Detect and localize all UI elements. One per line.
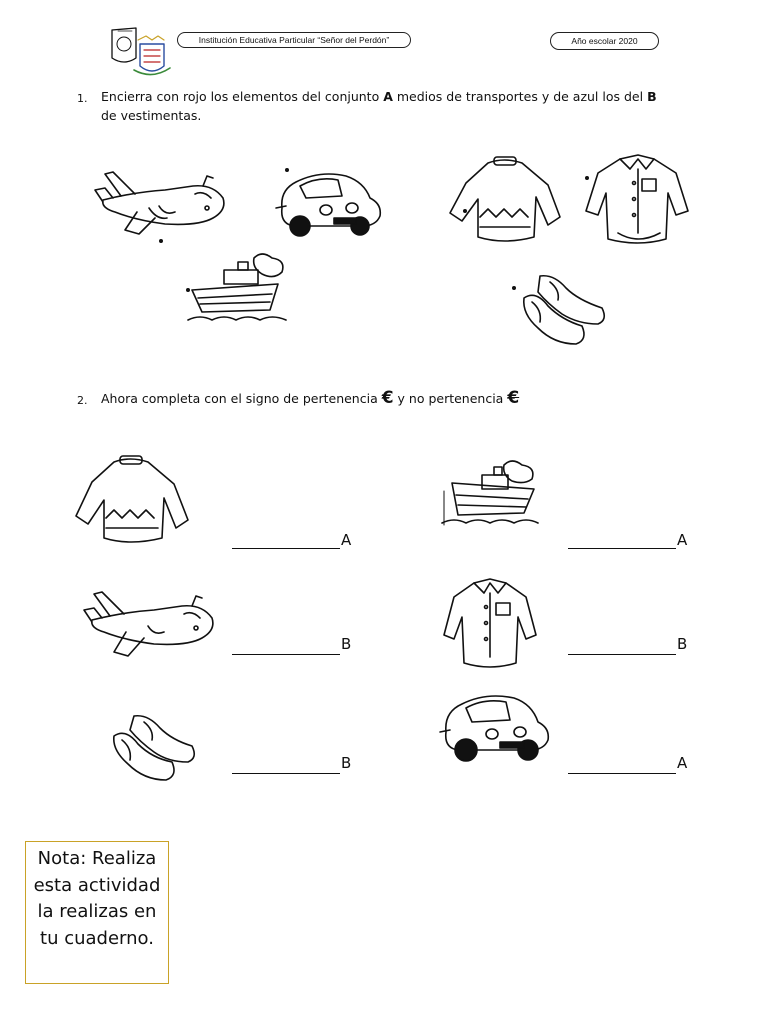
shoes-image [518,272,608,348]
text-part: medios de transportes y de azul los del [392,89,648,104]
bullet-dot [285,168,289,172]
ship-image [186,254,292,326]
question-number: 1. [77,92,88,105]
question-text [101,389,701,408]
bullet-dot [159,239,163,243]
car-image [436,690,552,768]
set-label: B [341,754,352,772]
question-text [101,87,701,125]
text-part: Encierra con rojo los elementos del conjunto [101,89,384,104]
school-year: Año escolar 2020 [550,32,659,50]
set-a-label: A [383,89,393,104]
answer-blank[interactable] [568,548,676,549]
ship-image [438,461,544,529]
airplane-image [84,588,216,662]
text-part: y no pertenencia [393,391,508,406]
set-label: A [341,531,352,549]
airplane-image [95,168,227,240]
answer-blank[interactable] [232,654,340,655]
belongs-symbol: € [381,388,394,408]
answer-blank[interactable] [232,548,340,549]
not-belongs-symbol: € [507,388,520,408]
set-label: A [677,754,688,772]
bullet-dot [585,176,589,180]
car-image [272,168,384,240]
set-label: B [677,635,688,653]
shirt-image [442,577,538,669]
institution-title: Institución Educativa Particular “Señor del Perdón” [177,32,411,48]
set-label: A [677,531,688,549]
school-logo [106,24,172,78]
bullet-dot [463,209,467,213]
answer-blank[interactable] [568,773,676,774]
text-part: Ahora completa con el signo de pertenencia [101,391,382,406]
shoes-image [108,712,198,782]
shirt-image [584,153,690,245]
sweater-image [72,454,190,546]
bullet-dot [186,288,190,292]
question-number: 2. [77,394,88,407]
answer-blank[interactable] [232,773,340,774]
note-box: Nota: Realiza esta actividad la realizas en tu cuaderno. [25,841,169,984]
text-part: de vestimentas. [101,108,202,123]
set-b-label: B [647,89,657,104]
sweater-image [448,155,562,245]
bullet-dot [512,286,516,290]
answer-blank[interactable] [568,654,676,655]
set-label: B [341,635,352,653]
